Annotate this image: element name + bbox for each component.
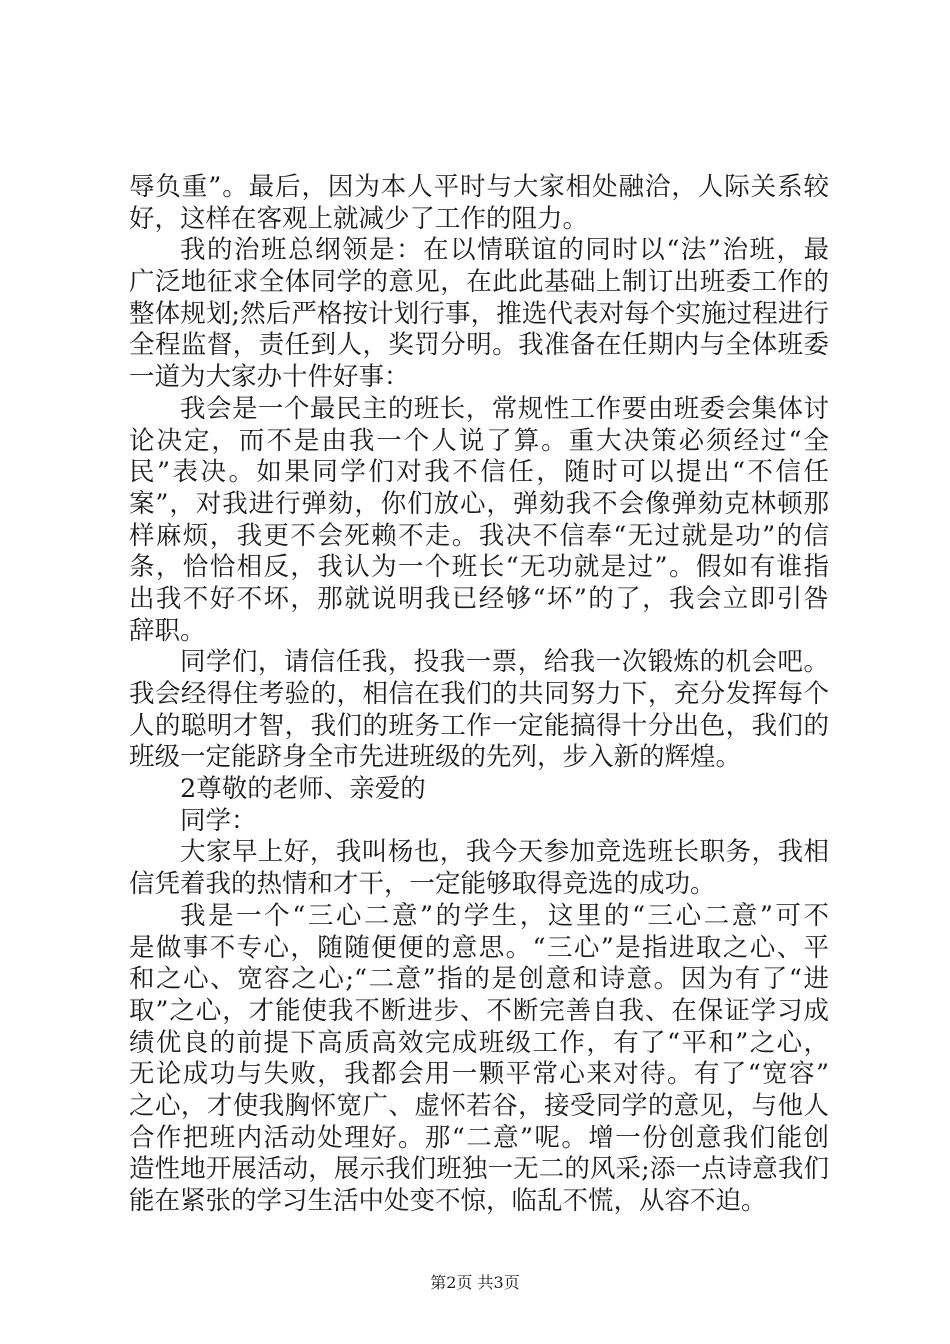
text-line: 广泛地征求全体同学的意见，在此此基础上制订出班委工作的 — [129, 267, 829, 298]
text-line: 我的治班总纲领是：在以情联谊的同时以“法”治班，最 — [180, 235, 829, 266]
text-line: 民”表决。如果同学们对我不信任，随时可以提出“不信任 — [129, 457, 829, 488]
text-line: 一道为大家办十件好事： — [129, 362, 410, 393]
page-footer: 第2页 共3页 — [430, 1273, 520, 1292]
text-line: 我会经得住考验的，相信在我们的共同努力下，充分发挥每个 — [129, 679, 829, 709]
document-body — [129, 172, 829, 1218]
text-line: 合作把班内活动处理好。那“二意”呢。增一份创意我们能创 — [129, 1122, 829, 1153]
text-line: 取”之心，才能使我不断进步、不断完善自我、在保证学习成 — [129, 995, 829, 1026]
text-line: 大家早上好，我叫杨也，我今天参加竞选班长职务，我相 — [180, 837, 829, 868]
text-line: 辞职。 — [129, 615, 206, 646]
text-line: 全程监督，责任到人，奖罚分明。我准备在任期内与全体班委 — [129, 330, 829, 361]
text-line: 造性地开展活动，展示我们班独一无二的风采;添一点诗意我们 — [129, 1154, 829, 1185]
text-line: 同学们，请信任我，投我一票，给我一次锻炼的机会吧。 — [180, 647, 829, 678]
text-line: 之心，才使我胸怀宽广、虚怀若谷，接受同学的意见，与他人 — [129, 1090, 829, 1121]
text-line: 论决定，而不是由我一个人说了算。重大决策必须经过“全 — [129, 425, 829, 456]
text-line: 条，恰恰相反，我认为一个班长“无功就是过”。假如有谁指 — [129, 552, 829, 583]
text-line: 无论成功与失败，我都会用一颗平常心来对待。有了“宽容” — [129, 1059, 829, 1090]
text-line: 是做事不专心，随随便便的意思。“三心”是指进取之心、平 — [129, 932, 829, 963]
text-line: 出我不好不坏，那就说明我已经够“坏”的了，我会立即引咎 — [129, 583, 829, 614]
text-line: 样麻烦，我更不会死赖不走。我决不信奉“无过就是功”的信 — [129, 520, 829, 551]
text-line: 我会是一个最民主的班长，常规性工作要由班委会集体讨 — [180, 393, 829, 424]
text-line: 好，这样在客观上就减少了工作的阻力。 — [129, 203, 589, 234]
text-line: 我是一个“三心二意”的学生，这里的“三心二意”可不 — [180, 900, 829, 931]
text-line: 人的聪明才智，我们的班务工作一定能搞得十分出色，我们的 — [129, 710, 829, 741]
text-line: 辱负重”。最后，因为本人平时与大家相处融洽，人际关系较 — [129, 172, 829, 202]
salutation: 同学： — [180, 805, 257, 836]
text-line: 能在紧张的学习生活中处变不惊，临乱不慌，从容不迫。 — [129, 1186, 767, 1216]
text-line: 案”，对我进行弹劾，你们放心，弹劾我不会像弹劾克林顿那 — [129, 488, 829, 519]
text-line: 和之心、宽容之心;“二意”指的是创意和诗意。因为有了“进 — [129, 964, 829, 995]
text-line: 整体规划;然后严格按计划行事，推选代表对每个实施过程进行 — [129, 298, 829, 329]
text-line: 绩优良的前提下高质高效完成班级工作，有了“平和”之心， — [129, 1027, 829, 1058]
text-line: 信凭着我的热情和才干，一定能够取得竞选的成功。 — [129, 869, 716, 900]
section-heading: 2尊敬的老师、亲爱的 — [180, 774, 426, 805]
text-line: 班级一定能跻身全市先进班级的先列，步入新的辉煌。 — [129, 742, 742, 773]
